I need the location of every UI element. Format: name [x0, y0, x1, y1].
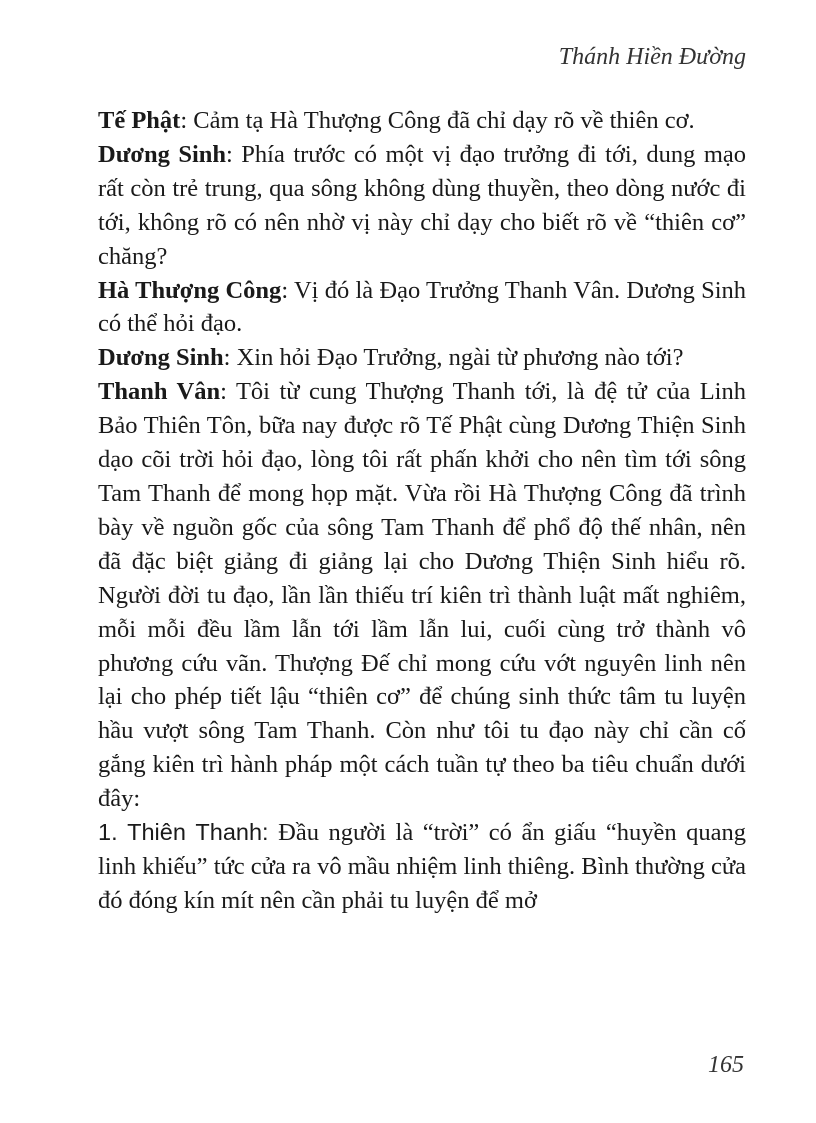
section-text: Đầu người là “trời” có ẩn giấu “huyền quang linh khiếu” tức cửa ra vô mầu nhiệm linh thiêng. Bình thường cửa đó đóng kín mít nên cần phải tu luyện để mở — [98, 819, 746, 914]
dialogue-paragraph: Dương Sinh: Phía trước có một vị đạo trưởng đi tới, dung mạo rất còn trẻ trung, qua sông không dùng thuyền, theo dòng nước đi tới, không rõ có nên nhờ vị này chỉ dạy cho biết rõ về “thiên cơ” chăng? — [98, 140, 746, 270]
speaker-name: Dương Sinh — [98, 344, 224, 372]
dialogue-text: Phía trước có một vị đạo trưởng đi tới, dung mạo rất còn trẻ trung, qua sông không dùng thuyền, theo dòng nước đi tới, không rõ có nên nhờ vị này chỉ dạy cho biết rõ về “thiên cơ” chăng? — [98, 140, 746, 270]
numbered-section — [98, 816, 746, 918]
speaker-name: Hà Thượng Công — [98, 276, 282, 304]
speaker-name: Tế Phật — [98, 107, 181, 134]
dialogue-text: Xin hỏi Đạo Trưởng, ngài từ phương nào tới? — [236, 344, 684, 372]
dialogue-text: Tôi từ cung Thượng Thanh tới, là đệ tử của Linh Bảo Thiên Tôn, bữa nay được rõ Tế Phật cùng Dương Thiện Sinh dạo cõi trời hỏi đạo, lòng tôi rất phấn khởi cho nên tìm tới sông Tam Thanh để mong họp mặt. Vừa rồi Hà Thượng Công đã trình bày về nguồn gốc của sông Tam Thanh để phổ độ thế nhân, nên đã đặc biệt giảng đi giảng lại cho Dương Thiện Sinh hiểu rõ. Người đời tu đạo, lần lần thiếu trí kiên trì thành luật mất nghiêm, mỗi mỗi đều lầm lẫn tới lầm lẫn lui, cuối cùng trở thành vô phương cứu vãn. Thượng Đế chỉ mong cứu vớt nguyên linh nên lại cho phép tiết lậu “thiên cơ” để chúng sinh thức tâm tu luyện hầu vượt sông Tam Thanh. Còn như tôi tu đạo này chỉ cần cố gắng kiên trì hành pháp một cách tuần tự theo ba tiêu chuẩn dưới đây: — [98, 378, 746, 813]
section-heading: 1. Thiên Thanh: — [98, 819, 269, 846]
speaker-name: Thanh Vân — [98, 378, 221, 406]
dialogue-paragraph: Thanh Vân: Tôi từ cung Thượng Thanh tới, là đệ tử của Linh Bảo Thiên Tôn, bữa nay được rõ Tế Phật cùng Dương Thiện Sinh dạo cõi trời hỏi đạo, lòng tôi rất phấn khởi cho nên tìm tới sông Tam Thanh để mong họp mặt. Vừa rồi Hà Thượng Công đã trình bày về nguồn gốc của sông Tam Thanh để phổ độ thế nhân, nên đã đặc biệt giảng đi giảng lại cho Dương Thiện Sinh hiểu rõ. Người đời tu đạo, lần lần thiếu trí kiên trì thành luật mất nghiêm, mỗi mỗi đều lầm lẫn tới lầm lẫn lui, cuối cùng trở thành vô phương cứu vãn. Thượng Đế chỉ mong cứu vớt nguyên linh nên lại cho phép tiết lậu “thiên cơ” để chúng sinh thức tâm tu luyện hầu vượt sông Tam Thanh. Còn như tôi tu đạo này chỉ cần cố gắng kiên trì hành pháp một cách tuần tự theo ba tiêu chuẩn dưới đây: — [98, 378, 746, 813]
dialogue-text: Cảm tạ Hà Thượng Công đã chỉ dạy rõ về thiên cơ. — [193, 107, 695, 134]
dialogue-paragraph: Tế Phật: Cảm tạ Hà Thượng Công đã chỉ dạy rõ về thiên cơ. — [98, 107, 695, 134]
dialogue-paragraph: Hà Thượng Công: Vị đó là Đạo Trưởng Thanh Vân. Dương Sinh có thể hỏi đạo. — [98, 276, 747, 338]
dialogue-paragraph: Dương Sinh: Xin hỏi Đạo Trưởng, ngài từ phương nào tới? — [98, 344, 684, 372]
page-number: 165 — [708, 1052, 744, 1078]
dialogue-text: Vị đó là Đạo Trưởng Thanh Vân. Dương Sinh có thể hỏi đạo. — [98, 276, 747, 338]
body-text — [98, 104, 746, 918]
speaker-name: Dương Sinh — [98, 140, 226, 168]
running-header: Thánh Hiền Đường — [558, 44, 746, 70]
